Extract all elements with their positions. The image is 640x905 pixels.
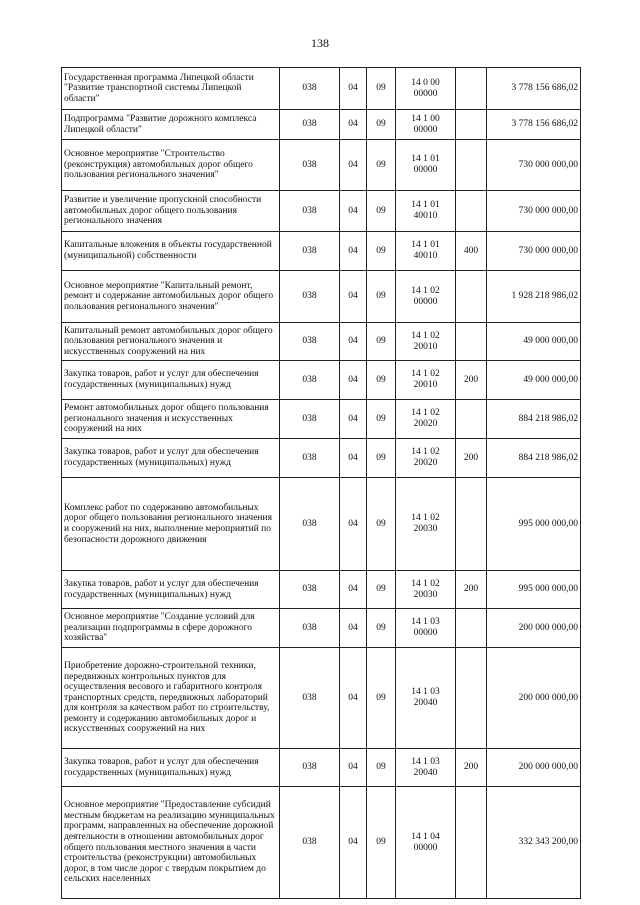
table-row: [62, 271, 581, 323]
podrazdel-cell: 09: [367, 749, 396, 787]
target-article-cell: [396, 191, 456, 232]
expense-type-cell: 200: [456, 439, 487, 478]
razdel-cell: 04: [340, 140, 367, 191]
row-name-cell: Государственная программа Липецкой области "Развитие транспортной системы Липецкой области": [62, 68, 280, 110]
grbs-cell: 038: [280, 68, 340, 110]
grbs-cell: 038: [280, 787, 340, 899]
target-article-code-part2: 20010: [413, 341, 438, 352]
razdel-cell: 04: [340, 439, 367, 478]
podrazdel-cell: 09: [367, 400, 396, 439]
podrazdel-cell: 09: [367, 271, 396, 323]
razdel-cell: 04: [340, 400, 367, 439]
grbs-cell: 038: [280, 749, 340, 787]
podrazdel-cell: 09: [367, 439, 396, 478]
razdel-cell: 04: [340, 232, 367, 271]
row-name-cell: Основное мероприятие "Предоставление субсидий местным бюджетам на реализацию муниципальных программ, направленных на обеспечение дорожной деятельности в отношении автомобильных дорог общего пользования местного значения в части строительства (реконструкции) автомобильных дорог, в том числе дорог с твердым покрытием до сельских населенных: [62, 787, 280, 899]
grbs-cell: 038: [280, 140, 340, 191]
podrazdel-cell: 09: [367, 478, 396, 571]
target-article-code-part2: 00000: [413, 124, 438, 135]
target-article-code-part2: 20030: [413, 589, 438, 600]
grbs-cell: 038: [280, 232, 340, 271]
target-article-code-part1: 14 1 03: [411, 756, 440, 767]
podrazdel-cell: 09: [367, 191, 396, 232]
grbs-cell: 038: [280, 571, 340, 609]
razdel-cell: 04: [340, 271, 367, 323]
target-article-cell: [396, 400, 456, 439]
expense-type-cell: [456, 140, 487, 191]
expense-type-cell: [456, 271, 487, 323]
table-row: [62, 232, 581, 271]
row-name-cell: Ремонт автомобильных дорог общего пользования регионального значения и искусственных сооружений на них: [62, 400, 280, 439]
row-name-cell: Закупка товаров, работ и услуг для обеспечения государственных (муниципальных) нужд: [62, 571, 280, 609]
row-name-cell: Подпрограмма "Развитие дорожного комплекса Липецкой области": [62, 110, 280, 140]
row-name-cell: Развитие и увеличение пропускной способности автомобильных дорог общего пользования регионального значения: [62, 191, 280, 232]
target-article-code-part2: 20020: [413, 419, 438, 429]
podrazdel-cell: 09: [367, 648, 396, 749]
razdel-cell: 04: [340, 361, 367, 400]
table-row: [62, 749, 581, 787]
target-article-code-part2: 40010: [413, 251, 438, 261]
razdel-cell: 04: [340, 68, 367, 110]
podrazdel-cell: 09: [367, 68, 396, 110]
sum-cell: 730 000 000,00: [487, 191, 581, 232]
expense-type-cell: 200: [456, 361, 487, 400]
expense-type-cell: [456, 787, 487, 899]
target-article-cell: [396, 749, 456, 787]
table-row: [62, 191, 581, 232]
target-article-cell: [396, 609, 456, 648]
row-name-cell: Капитальный ремонт автомобильных дорог общего пользования регионального значения и искусственных сооружений на них: [62, 323, 280, 361]
row-name-cell: Закупка товаров, работ и услуг для обеспечения государственных (муниципальных) нужд: [62, 439, 280, 478]
target-article-code-part1: 14 1 02: [411, 513, 440, 524]
grbs-cell: 038: [280, 110, 340, 140]
table-row: [62, 609, 581, 648]
target-article-code-part1: 14 1 02: [411, 447, 440, 458]
row-name-cell: Комплекс работ по содержанию автомобильных дорог общего пользования регионального значения и сооружений на них, выполнение мероприятий по безопасности дорожного движения: [62, 478, 280, 571]
sum-cell: 730 000 000,00: [487, 232, 581, 271]
row-name-cell: Основное мероприятие "Создание условий для реализации подпрограммы в сфере дорожного хозяйства": [62, 609, 280, 648]
sum-cell: 730 000 000,00: [487, 140, 581, 191]
table-row: [62, 787, 581, 899]
target-article-code-part2: 00000: [413, 165, 438, 175]
sum-cell: 200 000 000,00: [487, 609, 581, 648]
target-article-cell: [396, 68, 456, 110]
grbs-cell: 038: [280, 323, 340, 361]
table-row: [62, 439, 581, 478]
expense-type-cell: [456, 400, 487, 439]
target-article-code-part1: 14 1 03: [411, 687, 440, 698]
target-article-cell: [396, 232, 456, 271]
sum-cell: 200 000 000,00: [487, 749, 581, 787]
sum-cell: 884 218 986,02: [487, 439, 581, 478]
sum-cell: 49 000 000,00: [487, 361, 581, 400]
target-article-cell: [396, 271, 456, 323]
sum-cell: 49 000 000,00: [487, 323, 581, 361]
target-article-code-part2: 20020: [413, 458, 438, 468]
grbs-cell: 038: [280, 361, 340, 400]
target-article-code-part1: 14 1 04: [411, 831, 440, 842]
row-name-cell: Основное мероприятие "Строительство (реконструкция) автомобильных дорог общего пользования регионального значения": [62, 140, 280, 191]
target-article-code-part2: 00000: [413, 296, 438, 307]
target-article-code-part1: 14 1 01: [411, 200, 440, 211]
row-name-cell: Приобретение дорожно-строительной техники, передвижных контрольных пунктов для осуществления весового и габаритного контроля транспортных средств, передвижных лабораторий для контроля за качеством работ по строительству, ремонту и содержанию автомобильных дорог и искусственных сооружений на них: [62, 648, 280, 749]
sum-cell: 1 928 218 986,02: [487, 271, 581, 323]
row-name-cell: Основное мероприятие "Капитальный ремонт, ремонт и содержание автомобильных дорог общего пользования регионального значения": [62, 271, 280, 323]
podrazdel-cell: 09: [367, 787, 396, 899]
target-article-code-part1: 14 1 02: [411, 578, 440, 589]
expense-type-cell: 200: [456, 749, 487, 787]
expense-type-cell: [456, 648, 487, 749]
expense-type-cell: 200: [456, 571, 487, 609]
razdel-cell: 04: [340, 478, 367, 571]
razdel-cell: 04: [340, 323, 367, 361]
target-article-cell: [396, 140, 456, 191]
target-article-code-part2: 00000: [413, 88, 438, 99]
target-article-cell: [396, 361, 456, 400]
target-article-code-part1: 14 1 02: [411, 369, 440, 380]
grbs-cell: 038: [280, 191, 340, 232]
podrazdel-cell: 09: [367, 361, 396, 400]
expense-type-cell: [456, 191, 487, 232]
grbs-cell: 038: [280, 648, 340, 749]
podrazdel-cell: 09: [367, 609, 396, 648]
budget-table: [61, 67, 581, 899]
podrazdel-cell: 09: [367, 571, 396, 609]
podrazdel-cell: 09: [367, 323, 396, 361]
target-article-cell: [396, 439, 456, 478]
page-number: 138: [311, 36, 329, 50]
sum-cell: 995 000 000,00: [487, 571, 581, 609]
target-article-code-part1: 14 1 03: [411, 617, 440, 628]
razdel-cell: 04: [340, 609, 367, 648]
target-article-code-part2: 00000: [413, 842, 438, 853]
sum-cell: 995 000 000,00: [487, 478, 581, 571]
razdel-cell: 04: [340, 787, 367, 899]
razdel-cell: 04: [340, 191, 367, 232]
table-row: [62, 110, 581, 140]
target-article-code-part1: 14 1 02: [411, 330, 440, 341]
table-row: [62, 648, 581, 749]
table-row: [62, 400, 581, 439]
razdel-cell: 04: [340, 571, 367, 609]
target-article-code-part2: 20030: [413, 524, 438, 534]
table-row: [62, 323, 581, 361]
target-article-code-part1: 14 1 01: [411, 240, 440, 251]
row-name-cell: Закупка товаров, работ и услуг для обеспечения государственных (муниципальных) нужд: [62, 749, 280, 787]
target-article-code-part1: 14 1 02: [411, 285, 440, 296]
razdel-cell: 04: [340, 110, 367, 140]
expense-type-cell: [456, 478, 487, 571]
table-row: [62, 68, 581, 110]
grbs-cell: 038: [280, 400, 340, 439]
target-article-code-part1: 14 1 02: [411, 408, 440, 419]
podrazdel-cell: 09: [367, 110, 396, 140]
row-name-cell: Закупка товаров, работ и услуг для обеспечения государственных (муниципальных) нужд: [62, 361, 280, 400]
target-article-code-part2: 20010: [413, 380, 438, 390]
podrazdel-cell: 09: [367, 232, 396, 271]
sum-cell: 3 778 156 686,02: [487, 68, 581, 110]
sum-cell: 3 778 156 686,02: [487, 110, 581, 140]
target-article-cell: [396, 571, 456, 609]
table-row: [62, 571, 581, 609]
target-article-cell: [396, 787, 456, 899]
target-article-code-part2: 40010: [413, 211, 438, 221]
sum-cell: 884 218 986,02: [487, 400, 581, 439]
target-article-cell: [396, 648, 456, 749]
expense-type-cell: [456, 609, 487, 648]
podrazdel-cell: 09: [367, 140, 396, 191]
table-row: [62, 361, 581, 400]
target-article-cell: [396, 478, 456, 571]
sum-cell: 200 000 000,00: [487, 648, 581, 749]
expense-type-cell: [456, 68, 487, 110]
table-body: [62, 68, 581, 899]
razdel-cell: 04: [340, 648, 367, 749]
target-article-code-part2: 20040: [413, 698, 438, 708]
target-article-code-part1: 14 0 00: [411, 77, 440, 88]
sum-cell: 332 343 200,00: [487, 787, 581, 899]
row-name-cell: Капитальные вложения в объекты государственной (муниципальной) собственности: [62, 232, 280, 271]
target-article-code-part2: 00000: [413, 628, 438, 638]
grbs-cell: 038: [280, 478, 340, 571]
expense-type-cell: 400: [456, 232, 487, 271]
target-article-cell: [396, 323, 456, 361]
grbs-cell: 038: [280, 609, 340, 648]
grbs-cell: 038: [280, 271, 340, 323]
razdel-cell: 04: [340, 749, 367, 787]
target-article-code-part1: 14 1 01: [411, 154, 440, 165]
target-article-code-part1: 14 1 00: [411, 113, 440, 124]
grbs-cell: 038: [280, 439, 340, 478]
table-row: [62, 140, 581, 191]
table-row: [62, 478, 581, 571]
expense-type-cell: [456, 323, 487, 361]
expense-type-cell: [456, 110, 487, 140]
target-article-code-part2: 20040: [413, 767, 438, 778]
target-article-cell: [396, 110, 456, 140]
